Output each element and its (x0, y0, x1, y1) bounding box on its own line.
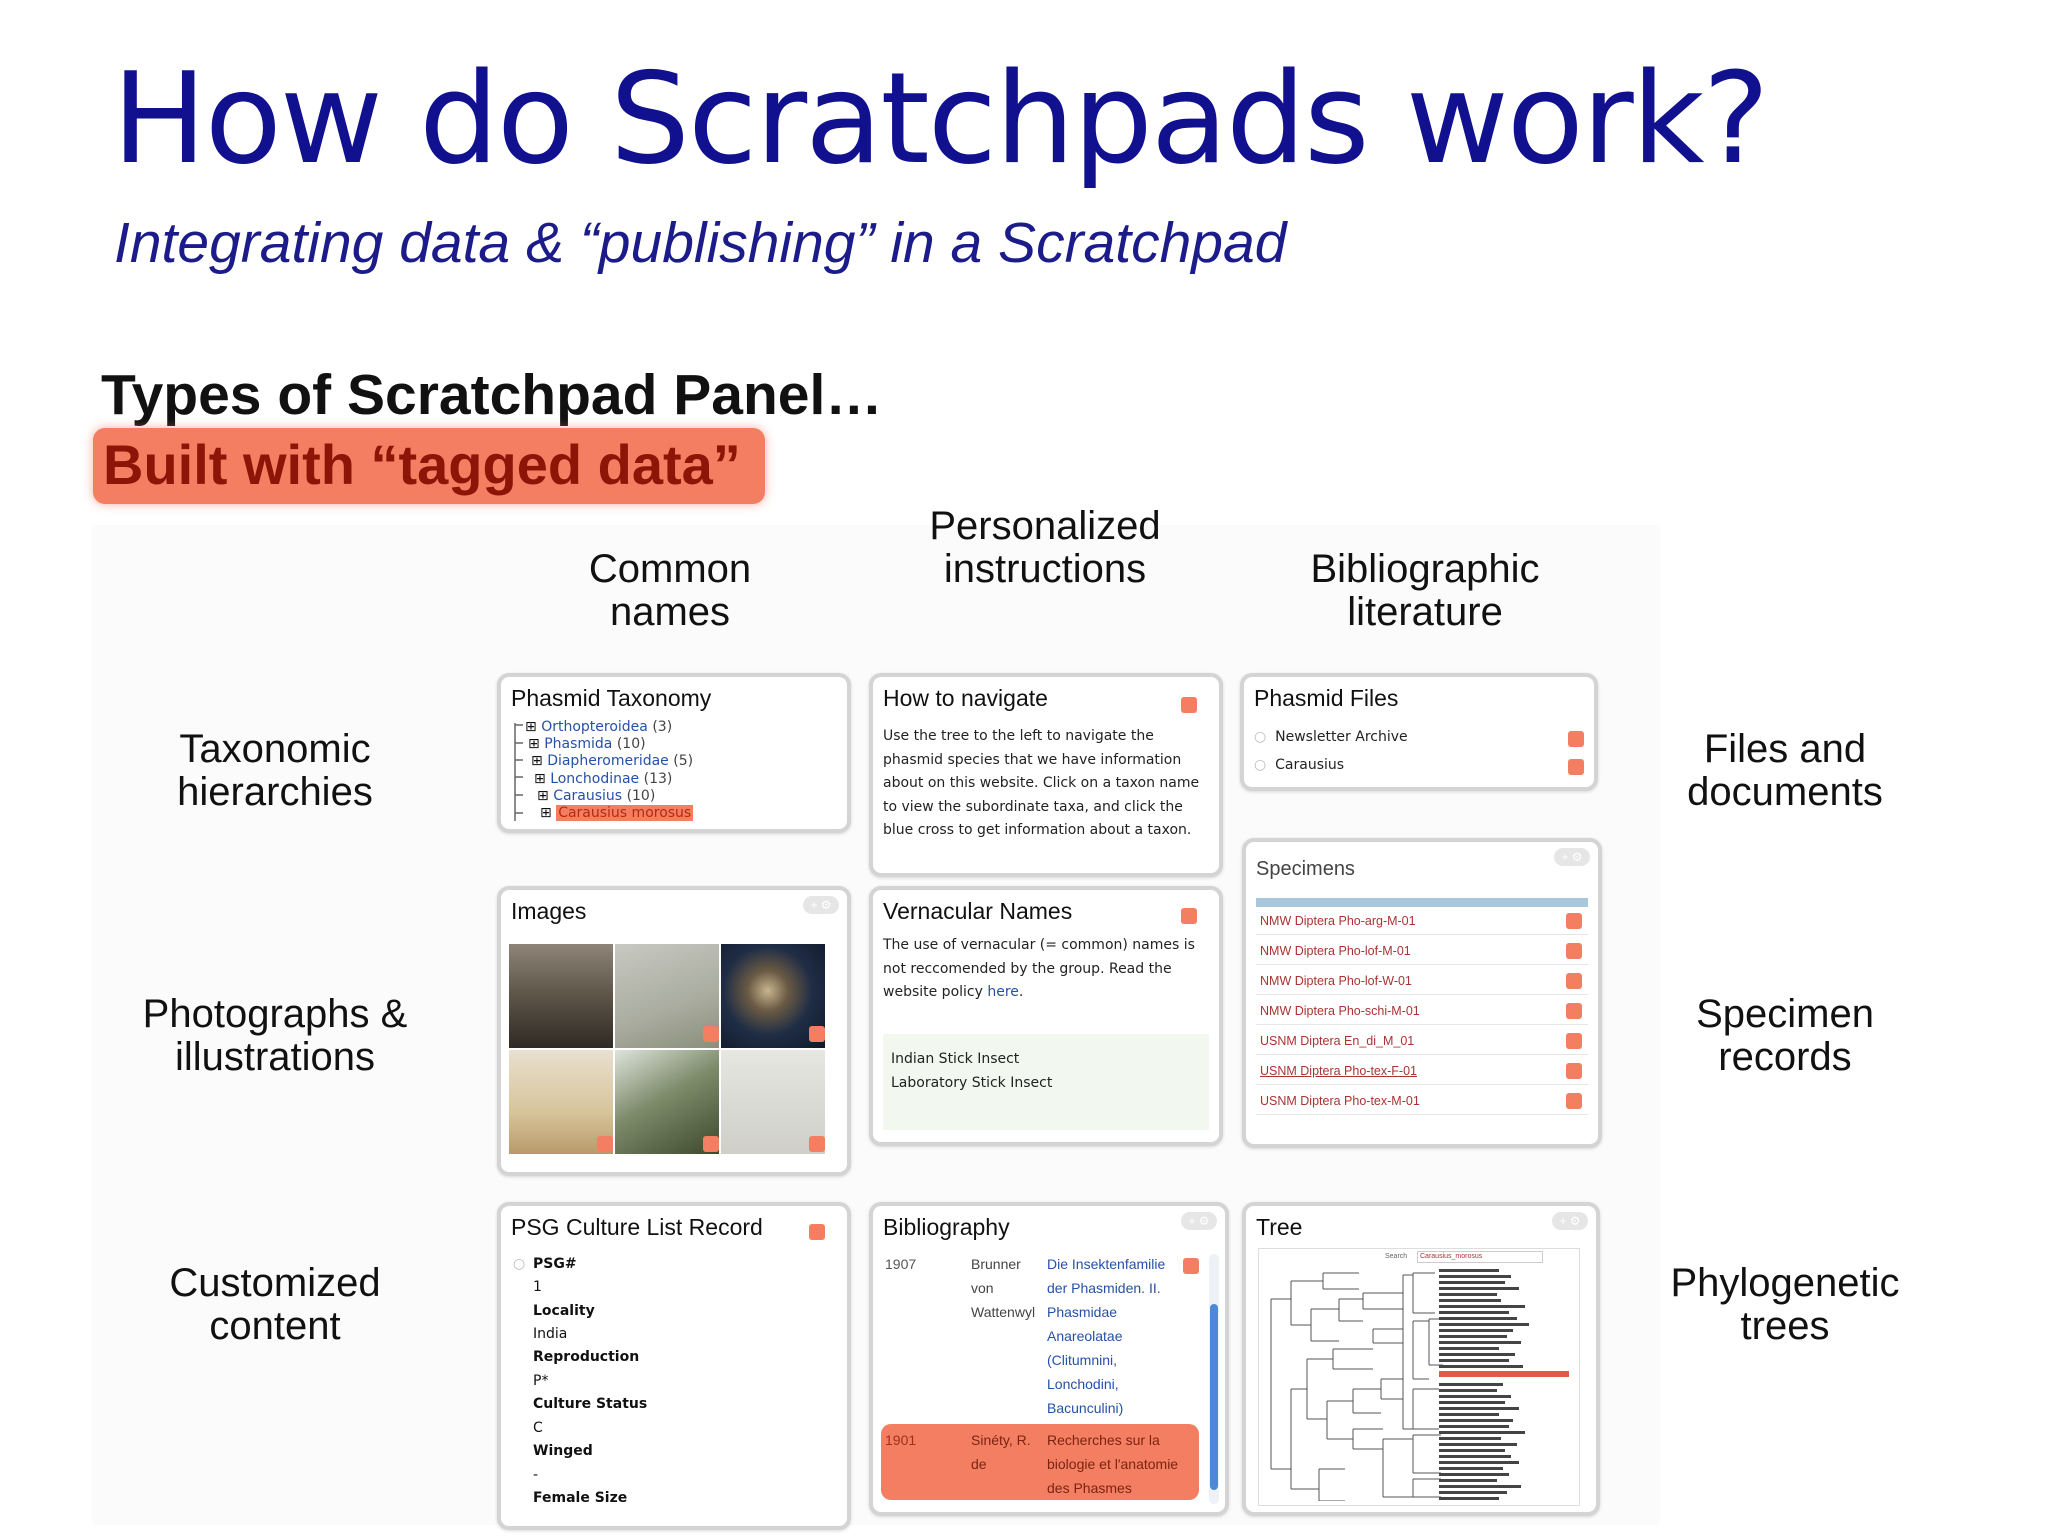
tree-connector-lines (509, 721, 529, 825)
specimens-panel-title: Specimens (1256, 858, 1355, 880)
specimen-row[interactable]: USNM Diptera Pho-tex-M-01 (1256, 1087, 1588, 1115)
highlight-text: Built with “tagged data” (103, 433, 741, 496)
tree-item[interactable]: ⊞ Lonchodinae (13) (534, 771, 673, 787)
tree-item[interactable]: ⊞ Carausius (10) (537, 788, 656, 804)
navigate-panel-title: How to navigate (883, 685, 1048, 711)
specimen-row[interactable]: NMW Diptera Pho-schi-M-01 (1256, 997, 1588, 1025)
names-list (883, 1034, 1209, 1130)
marker-icon (809, 1136, 825, 1152)
vernacular-name: Indian Stick Insect (891, 1051, 1020, 1067)
taxonomy-panel (497, 673, 851, 833)
slide-title: How do Scratchpads work? (112, 45, 1768, 192)
marker-icon (1566, 1003, 1582, 1019)
field-key: Female Size (533, 1490, 628, 1506)
taxonomy-panel-title: Phasmid Taxonomy (511, 685, 712, 711)
marker-icon (1566, 973, 1582, 989)
phylogenetic-tree-diagram (1263, 1269, 1575, 1501)
specimen-row[interactable]: USNM Diptera En_di_M_01 (1256, 1027, 1588, 1055)
tree-search-label: Search (1385, 1253, 1408, 1260)
marker-icon (809, 1026, 825, 1042)
policy-link[interactable]: here (987, 984, 1019, 1000)
tree-search-input[interactable]: Carausius_morosus (1417, 1251, 1543, 1263)
field-value: India (533, 1326, 568, 1342)
images-panel (497, 886, 851, 1176)
label-taxonomic-hierarchies: Taxonomic hierarchies (177, 727, 373, 814)
tree-item[interactable]: ⊞ Orthopteroidea (3) (525, 719, 673, 735)
marker-icon (597, 1136, 613, 1152)
vernacular-name: Laboratory Stick Insect (891, 1075, 1053, 1091)
tree-item[interactable]: ⊞ Phasmida (10) (528, 736, 646, 752)
bib-selected-row[interactable]: 1901 Sinéty, R. de Recherches sur la biologie et l'anatomie des Phasmes (881, 1424, 1199, 1500)
label-customized-content: Customized content (169, 1261, 381, 1348)
specimen-row[interactable]: NMW Diptera Pho-lof-M-01 (1256, 937, 1588, 965)
panel-controls-icon[interactable]: + ⚙ (1552, 1212, 1588, 1230)
field-key: Winged (533, 1443, 593, 1459)
culture-panel-title: PSG Culture List Record (511, 1214, 763, 1240)
marker-icon (1566, 1093, 1582, 1109)
marker-icon (1566, 943, 1582, 959)
label-common-names: Common names (588, 547, 752, 634)
navigate-panel (869, 673, 1223, 877)
file-item[interactable]: ○ Newsletter Archive (1254, 729, 1408, 745)
section-heading: Types of Scratchpad Panel… (101, 363, 883, 427)
tree-viewer[interactable] (1258, 1248, 1580, 1506)
marker-icon (1183, 1258, 1199, 1274)
marker-icon (1181, 908, 1197, 924)
marker-icon (1566, 913, 1582, 929)
marker-icon (1566, 1033, 1582, 1049)
field-value: P* (533, 1373, 549, 1389)
field-value: C (533, 1420, 543, 1436)
vernacular-text: The use of vernacular (= common) names is not reccomended by the group. Read the website policy here. (883, 937, 1195, 1000)
specimen-row[interactable]: USNM Diptera Pho-tex-F-01 (1256, 1057, 1588, 1085)
tree-panel-title: Tree (1256, 1214, 1303, 1240)
marker-icon (1566, 1063, 1582, 1079)
field-key: Reproduction (533, 1349, 640, 1365)
label-personalized-instructions: Personalized instructions (929, 504, 1161, 591)
field-key: Culture Status (533, 1396, 648, 1412)
vernacular-panel (869, 886, 1223, 1146)
table-header-bar (1256, 898, 1588, 907)
culture-panel (497, 1202, 851, 1530)
panel-controls-icon[interactable]: + ⚙ (1181, 1212, 1217, 1230)
specimen-row[interactable]: NMW Diptera Pho-lof-W-01 (1256, 967, 1588, 995)
field-key: PSG# (533, 1256, 577, 1272)
scrollbar-thumb[interactable] (1210, 1304, 1218, 1490)
slide-subtitle: Integrating data & “publishing” in a Scratchpad (114, 211, 1287, 275)
bibliography-panel (869, 1202, 1229, 1516)
files-panel (1240, 673, 1598, 791)
field-value: - (533, 1467, 539, 1483)
label-files-documents: Files and documents (1687, 727, 1883, 814)
label-specimen-records: Specimen records (1696, 992, 1874, 1079)
bibliography-panel-title: Bibliography (883, 1214, 1010, 1240)
thumbnail-image[interactable] (509, 944, 613, 1048)
marker-icon (703, 1026, 719, 1042)
bib-author: Brunner von Wattenwyl (971, 1256, 1036, 1320)
marker-icon (1568, 731, 1584, 747)
file-item[interactable]: ○ Carausius (1254, 757, 1345, 773)
field-value: 1 (533, 1279, 542, 1295)
tree-panel (1242, 1202, 1600, 1516)
field-key: Locality (533, 1303, 595, 1319)
panel-controls-icon[interactable]: + ⚙ (1554, 848, 1590, 866)
panel-controls-icon[interactable]: + ⚙ (803, 896, 839, 914)
specimens-panel (1242, 838, 1602, 1148)
specimen-row[interactable]: NMW Diptera Pho-arg-M-01 (1256, 907, 1588, 935)
files-panel-title: Phasmid Files (1254, 685, 1399, 711)
marker-icon (1568, 759, 1584, 775)
tree-item[interactable]: ⊞ Diapheromeridae (5) (531, 753, 694, 769)
label-phylogenetic-trees: Phylogenetic trees (1670, 1261, 1900, 1348)
marker-icon (1181, 697, 1197, 713)
bib-year: 1907 (885, 1256, 917, 1272)
images-panel-title: Images (511, 898, 587, 924)
tree-item-selected[interactable]: ⊞ Carausius morosus (540, 805, 692, 821)
label-photographs-illustrations: Photographs & illustrations (142, 992, 408, 1079)
marker-icon (703, 1136, 719, 1152)
highlight-box (93, 428, 765, 504)
scrollbar[interactable] (1209, 1254, 1219, 1504)
bib-title-link[interactable]: Die Insektenfamilie der Phasmiden. II. Phasmidae Anareolatae (Clitumnini, Lonchodini, Bacunculini) (1047, 1256, 1166, 1416)
vernacular-panel-title: Vernacular Names (883, 898, 1073, 924)
label-bibliographic-literature: Bibliographic literature (1310, 547, 1540, 634)
marker-icon (809, 1224, 825, 1240)
navigate-text: Use the tree to the left to navigate the phasmid species that we have information about on this website. Click on a taxon name to view the subordinate taxa, and click the blue cross to get information about a taxon. (883, 728, 1200, 838)
bullet-icon: ○ (513, 1256, 526, 1272)
